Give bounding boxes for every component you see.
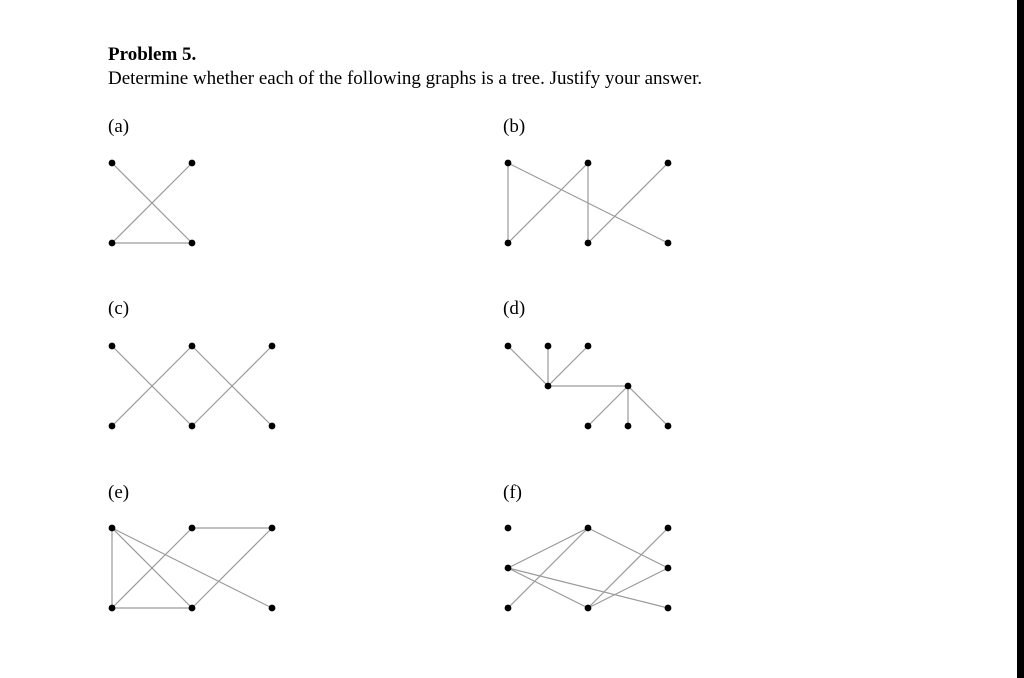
graph-a-vertex-top-left [109, 160, 116, 167]
graph-d-vertex-leaf-4 [585, 423, 592, 430]
graph-c-vertex-top-3 [269, 343, 276, 350]
graph-d [505, 343, 672, 430]
graph-b [505, 160, 672, 247]
graph-d-vertex-leaf-1 [505, 343, 512, 350]
graph-d-vertex-leaf-6 [665, 423, 672, 430]
graph-b-edge-top-2-bottom-1 [508, 163, 588, 243]
graph-a-vertex-bottom-right [189, 240, 196, 247]
graph-f-vertex-bottom-2 [585, 605, 592, 612]
graph-f-vertex-top-1 [505, 525, 512, 532]
graph-d-vertex-leaf-2 [545, 343, 552, 350]
graph-f [505, 525, 672, 612]
graph-e-edge-top-1-bottom-3 [112, 528, 272, 608]
graph-f-vertex-mid-1 [505, 565, 512, 572]
graph-f-vertex-top-3 [665, 525, 672, 532]
graph-e-vertex-bottom-2 [189, 605, 196, 612]
graph-f-edge-top-2-bottom-1 [508, 528, 588, 608]
graph-c-vertex-bottom-1 [109, 423, 116, 430]
graph-b-vertex-bottom-1 [505, 240, 512, 247]
graph-e-vertex-bottom-3 [269, 605, 276, 612]
graph-d-vertex-leaf-5 [625, 423, 632, 430]
graph-d-edge-leaf-3-hub-left [548, 346, 588, 386]
graph-f-edge-mid-3-bottom-2 [588, 568, 668, 608]
graph-a-label: (a) [108, 116, 130, 137]
graph-b-edge-top-3-bottom-2 [588, 163, 668, 243]
graph-f-edge-mid-1-bottom-2 [508, 568, 588, 608]
graph-b-vertex-bottom-2 [585, 240, 592, 247]
graph-f-edge-top-2-mid-1 [508, 528, 588, 568]
graph-e-vertex-top-2 [189, 525, 196, 532]
graph-f-vertex-bottom-3 [665, 605, 672, 612]
graph-d-vertex-hub-left [545, 383, 552, 390]
graph-b-label: (b) [503, 116, 526, 137]
graph-b-vertex-top-1 [505, 160, 512, 167]
graph-d-edge-hub-right-leaf-4 [588, 386, 628, 426]
graph-c-vertex-bottom-3 [269, 423, 276, 430]
graph-d-edge-leaf-1-hub-left [508, 346, 548, 386]
graph-e [109, 525, 276, 612]
graph-d-edge-hub-right-leaf-6 [628, 386, 668, 426]
graph-b-vertex-bottom-3 [665, 240, 672, 247]
graph-f-vertex-mid-3 [665, 565, 672, 572]
graph-f-vertex-top-2 [585, 525, 592, 532]
graph-b-vertex-top-2 [585, 160, 592, 167]
graph-e-label: (e) [108, 482, 130, 503]
graph-c [109, 343, 276, 430]
graph-d-label: (d) [503, 298, 526, 319]
graph-b-vertex-top-3 [665, 160, 672, 167]
problem-heading: Problem 5. [108, 44, 197, 65]
graph-a-vertex-top-right [189, 160, 196, 167]
page-edge-border [1017, 0, 1024, 678]
graph-d-vertex-hub-right [625, 383, 632, 390]
graph-f-edge-top-3-bottom-2 [588, 528, 668, 608]
graph-f-edge-mid-1-bottom-3 [508, 568, 668, 608]
graph-e-edge-top-3-bottom-2 [192, 528, 272, 608]
graph-e-vertex-bottom-1 [109, 605, 116, 612]
graph-d-vertex-leaf-3 [585, 343, 592, 350]
graph-f-vertex-bottom-1 [505, 605, 512, 612]
graph-e-vertex-top-3 [269, 525, 276, 532]
graph-c-label: (c) [108, 298, 130, 319]
graph-c-vertex-bottom-2 [189, 423, 196, 430]
graph-a [109, 160, 196, 247]
graph-a-vertex-bottom-left [109, 240, 116, 247]
problem-instructions: Determine whether each of the following graphs is a tree. Justify your answer. [108, 68, 703, 89]
graph-c-vertex-top-1 [109, 343, 116, 350]
graph-f-edge-top-2-mid-3 [588, 528, 668, 568]
graph-f-label: (f) [503, 482, 522, 503]
graph-e-vertex-top-1 [109, 525, 116, 532]
graph-c-vertex-top-2 [189, 343, 196, 350]
